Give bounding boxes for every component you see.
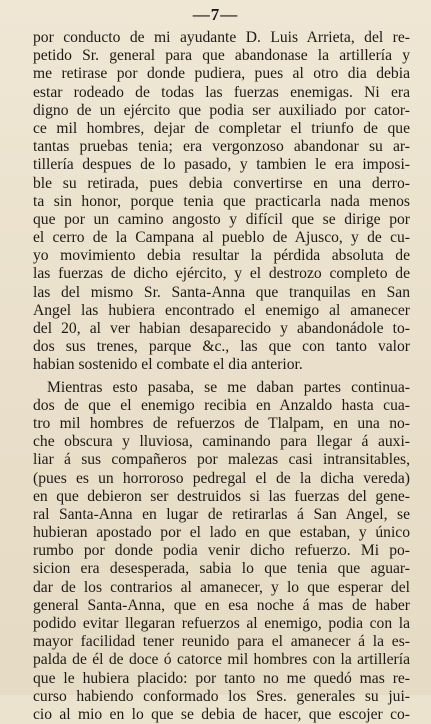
text-line: curso habiendo conformado los Sres. generales su jui- <box>33 687 410 705</box>
page-number: —7— <box>192 5 239 24</box>
text-line: por conducto de mi ayudante D. Luis Arrieta, del re- <box>33 29 410 46</box>
text-line: dos de que el enemigo recibia en Anzaldo hasta cua- <box>33 396 410 414</box>
text-line: me retirase por donde pudiera, pues al otro dia debia <box>33 65 410 83</box>
text-line: las fuerzas de dicho ejército, y el destrozo completo de <box>33 265 410 283</box>
text-line: dar de los contrarios al amanecer, y lo que esperar del <box>33 578 410 596</box>
text-line: habian sostenido el combate el dia anterior. <box>33 356 303 374</box>
text-line: liar á sus compañeros por malezas casi intransitables, <box>33 451 410 469</box>
text-line: tro mil hombres de refuerzos de Tlalpam, en una no- <box>33 414 410 432</box>
text-line: podido evitar llegaran refuerzos al enemigo, podia con la <box>33 615 410 632</box>
text-line: palda de él de doce ó catorce mil hombres con la artillería <box>33 651 410 669</box>
text-line: que por un camino angosto y difícil que se dirige por <box>33 210 410 228</box>
text-line: ce mil hombres, dejar de completar el triunfo de que <box>33 119 410 137</box>
text-line: yo movimiento debia resultar la pérdida absoluta de <box>33 247 410 265</box>
text-line: el cerro de la Campana al pueblo de Ajusco, y de cu- <box>33 229 410 247</box>
text-line: que le hubiera placido: por tanto no me quedó mas re- <box>33 669 410 687</box>
text-line: las del mismo Sr. Santa-Anna que tranquilas en San <box>33 283 410 301</box>
paragraph <box>33 29 410 375</box>
text-line: sicion era desesperada, sabia lo que tenia que aguar- <box>33 560 410 578</box>
text-line: ble su retirada, pues debia convertirse en una derro- <box>33 174 410 192</box>
text-line: hubieran apostado por el lado en que estaban, y único <box>33 524 410 542</box>
paragraph <box>33 379 410 724</box>
text-line: general Santa-Anna, que en esa noche á mas de haber <box>33 596 410 614</box>
text-line: mayor facilidad tener reunido para el amanecer á la es- <box>33 633 410 651</box>
text-line: dos sus trenes, parque &c., las que con tanto valor <box>33 338 410 356</box>
text-line: ral Santa-Anna en lugar de retirarlas á San Angel, se <box>33 505 410 523</box>
text-line: (pues es un horroroso pedregal el de la dicha vereda) <box>33 469 410 487</box>
text-line: che obscura y lluviosa, caminando para llegar á auxi- <box>33 433 410 451</box>
text-line: tantas pruebas tenia; era vergonzoso abandonar su ar- <box>33 138 410 156</box>
text-line: en que debieron ser destruidos si las fuerzas del gene- <box>33 487 410 505</box>
text-line: tillería despues de lo pasado, y tambien le era imposi- <box>33 156 410 174</box>
body-text <box>33 29 410 724</box>
text-line: estar rodeado de todas las fuerzas enemigas. Ni era <box>33 83 410 101</box>
text-line: Angel las hubiera encontrado el enemigo al amanecer <box>33 301 410 319</box>
text-line: del 20, al ver habian desaparecido y abandonádole to- <box>33 320 410 337</box>
text-line: digno de un ejército que podia ser auxiliado por cator- <box>33 101 410 119</box>
text-line: petido Sr. general para que abandonase la artillería y <box>33 47 410 65</box>
text-line: Mientras esto pasaba, se me daban partes continua- <box>47 378 410 396</box>
text-line: ta sin honor, porque tenia que practicarla nada menos <box>33 192 410 210</box>
text-line: cio al mio en lo que se debia de hacer, que escojer co- <box>33 705 410 723</box>
text-line: rumbo por donde podia venir dicho refuerzo. Mi po- <box>33 542 410 560</box>
